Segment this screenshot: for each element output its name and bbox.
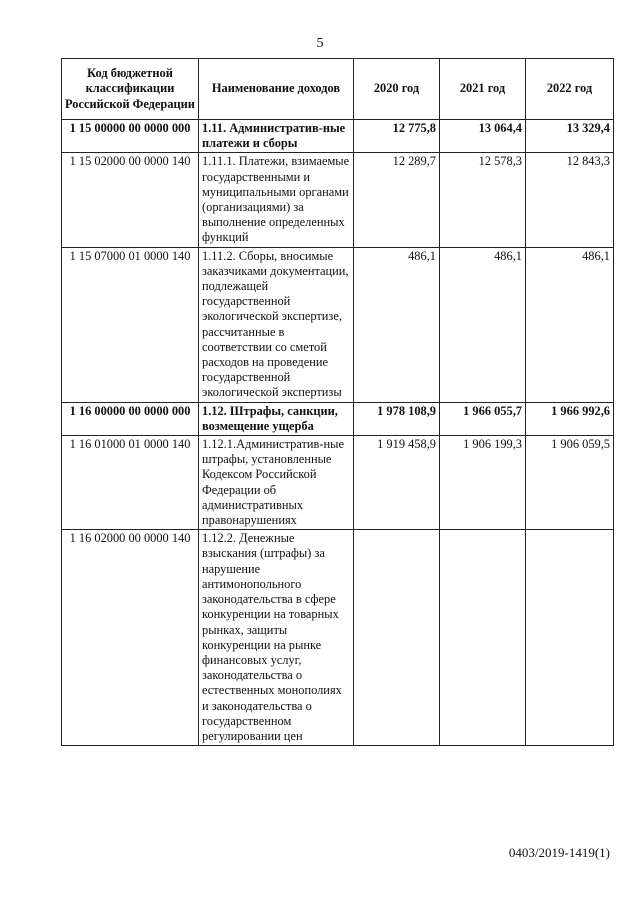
row-value-2022: 486,1	[526, 247, 614, 402]
row-value-2021: 1 906 199,3	[440, 436, 526, 530]
table-row	[62, 402, 614, 435]
row-value-2021	[440, 530, 526, 746]
row-value-2020: 486,1	[354, 247, 440, 402]
row-name: 1.12.2. Денежные взыскания (штрафы) за нарушение антимонопольного законодательства в сфере конкуренции на товарных рынках, защиты конкуренции на рынке финансовых услуг, законодательства о естественных монополиях и законодательства о государственном регулировании цен	[199, 530, 354, 746]
header-2022: 2022 год	[526, 59, 614, 120]
row-code: 1 15 00000 00 0000 000	[62, 120, 199, 153]
row-name: 1.11. Административ-ные платежи и сборы	[199, 120, 354, 153]
row-value-2021: 13 064,4	[440, 120, 526, 153]
table-row	[62, 530, 614, 746]
row-value-2022	[526, 530, 614, 746]
row-value-2021: 1 966 055,7	[440, 402, 526, 435]
header-name: Наименование доходов	[199, 59, 354, 120]
row-name: 1.11.2. Сборы, вносимые заказчиками документации, подлежащей государственной экологической экспертизе, рассчитанные в соответствии со сметой расходов на проведение государственной экологической экспертизы	[199, 247, 354, 402]
row-value-2020	[354, 530, 440, 746]
row-code: 1 15 07000 01 0000 140	[62, 247, 199, 402]
row-value-2022: 1 906 059,5	[526, 436, 614, 530]
budget-revenue-table	[61, 58, 614, 746]
row-name: 1.12.1.Административ-ные штрафы, установленные Кодексом Российской Федерации об административных правонарушениях	[199, 436, 354, 530]
page-number: 5	[316, 36, 324, 51]
table-row	[62, 436, 614, 530]
row-code: 1 16 00000 00 0000 000	[62, 402, 199, 435]
row-code: 1 15 02000 00 0000 140	[62, 153, 199, 247]
table-row	[62, 153, 614, 247]
row-value-2020: 12 289,7	[354, 153, 440, 247]
row-name: 1.12. Штрафы, санкции, возмещение ущерба	[199, 402, 354, 435]
row-value-2020: 1 919 458,9	[354, 436, 440, 530]
row-code: 1 16 01000 01 0000 140	[62, 436, 199, 530]
header-2020: 2020 год	[354, 59, 440, 120]
row-value-2021: 12 578,3	[440, 153, 526, 247]
row-value-2020: 1 978 108,9	[354, 402, 440, 435]
row-value-2022: 1 966 992,6	[526, 402, 614, 435]
row-value-2022: 12 843,3	[526, 153, 614, 247]
table-header-row	[62, 59, 614, 120]
row-value-2021: 486,1	[440, 247, 526, 402]
row-value-2022: 13 329,4	[526, 120, 614, 153]
row-value-2020: 12 775,8	[354, 120, 440, 153]
row-name: 1.11.1. Платежи, взимаемые государственными и муниципальными органами (организациями) за выполнение определенных функций	[199, 153, 354, 247]
row-code: 1 16 02000 00 0000 140	[62, 530, 199, 746]
document-code: 0403/2019-1419(1)	[508, 845, 610, 860]
header-code: Код бюджетной классификации Российской Федерации	[62, 59, 199, 120]
header-2021: 2021 год	[440, 59, 526, 120]
table-row	[62, 120, 614, 153]
table-row	[62, 247, 614, 402]
